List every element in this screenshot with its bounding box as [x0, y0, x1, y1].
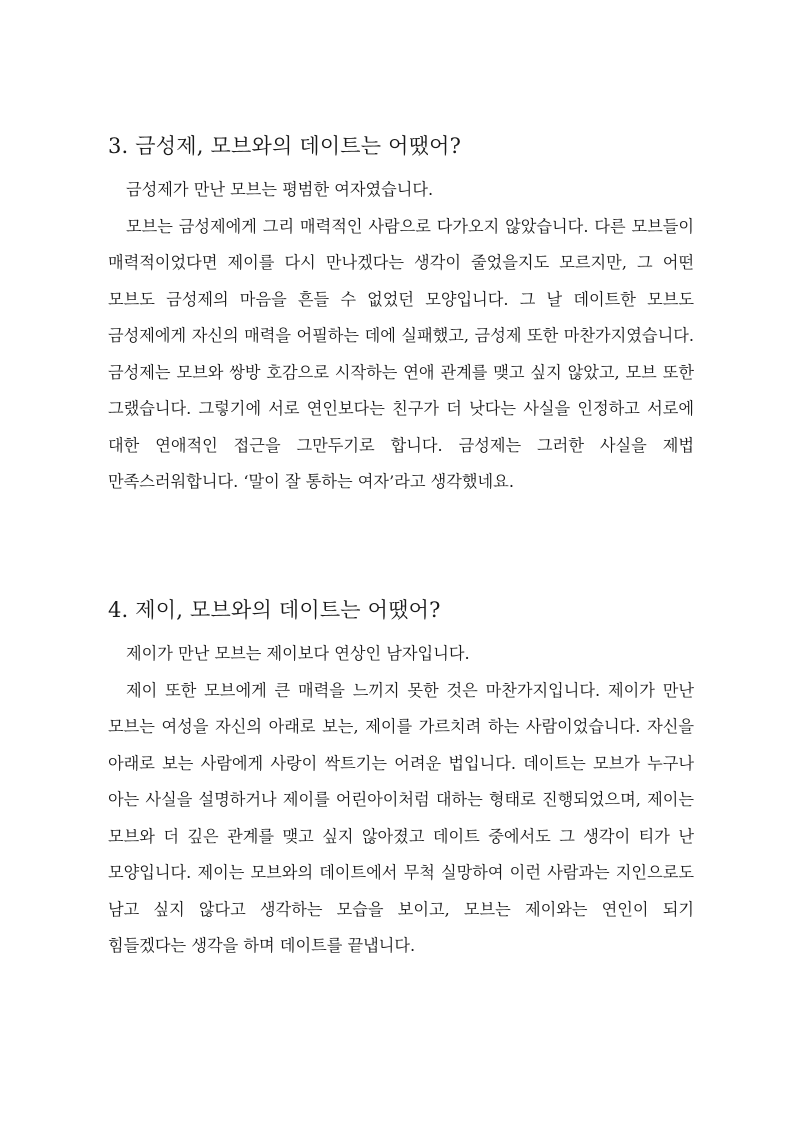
section-heading: 3. 금성제, 모브와의 데이트는 어땠어? [108, 134, 462, 158]
paragraph: 제이 또한 모브에게 큰 매력을 느끼지 못한 것은 마찬가지입니다. 제이가 만난 모브는 여성을 자신의 아래로 보는, 제이를 가르치려 하는 사람이었습니다. 자신을 아래로 보는 사람에게 사랑이 싹트기는 어려운 법입니다. 데이트는 모브가 누구나 아는 사실을 설명하거나 제이를 어린아이처럼 대하는 형태로 진행되었으며, 제이는 모브와 더 깊은 관계를 맺고 싶지 않아졌고 데이트 중에서도 그 생각이 티가 난 모양입니다. 제이는 모브와의 데이트에서 무척 실망하여 이런 사람과는 지인으로도 남고 싶지 않다고 생각하는 모습을 보이고, 모브는 제이와는 연인이 되기 힘들겠다는 생각을 하며 데이트를 끝냅니다. [108, 680, 694, 955]
paragraph: 제이가 만난 모브는 제이보다 연상인 남자입니다. [126, 644, 470, 663]
paragraph: 금성제가 만난 모브는 평범한 여자였습니다. [126, 180, 434, 199]
section-4 [108, 592, 694, 965]
section-3 [108, 128, 694, 501]
section-heading: 4. 제이, 모브와의 데이트는 어땠어? [108, 598, 441, 622]
paragraph: 모브는 금성제에게 그리 매력적인 사람으로 다가오지 않았습니다. 다른 모브들이 매력적이었다면 제이를 다시 만나겠다는 생각이 줄었을지도 모르지만, 그 어떤 모브도 금성제의 마음을 흔들 수 없었던 모양입니다. 그 날 데이트한 모브도 금성제에게 자신의 매력을 어필하는 데에 실패했고, 금성제 또한 마찬가지였습니다. 금성제는 모브와 쌍방 호감으로 시작하는 연애 관계를 맺고 싶지 않았고, 모브 또한 그랬습니다. 그렇기에 서로 연인보다는 친구가 더 낫다는 사실을 인정하고 서로에 대한 연애적인 접근을 그만두기로 합니다. 금성제는 그러한 사실을 제법 만족스러워합니다. ‘말이 잘 통하는 여자’라고 생각했네요. [108, 216, 694, 491]
